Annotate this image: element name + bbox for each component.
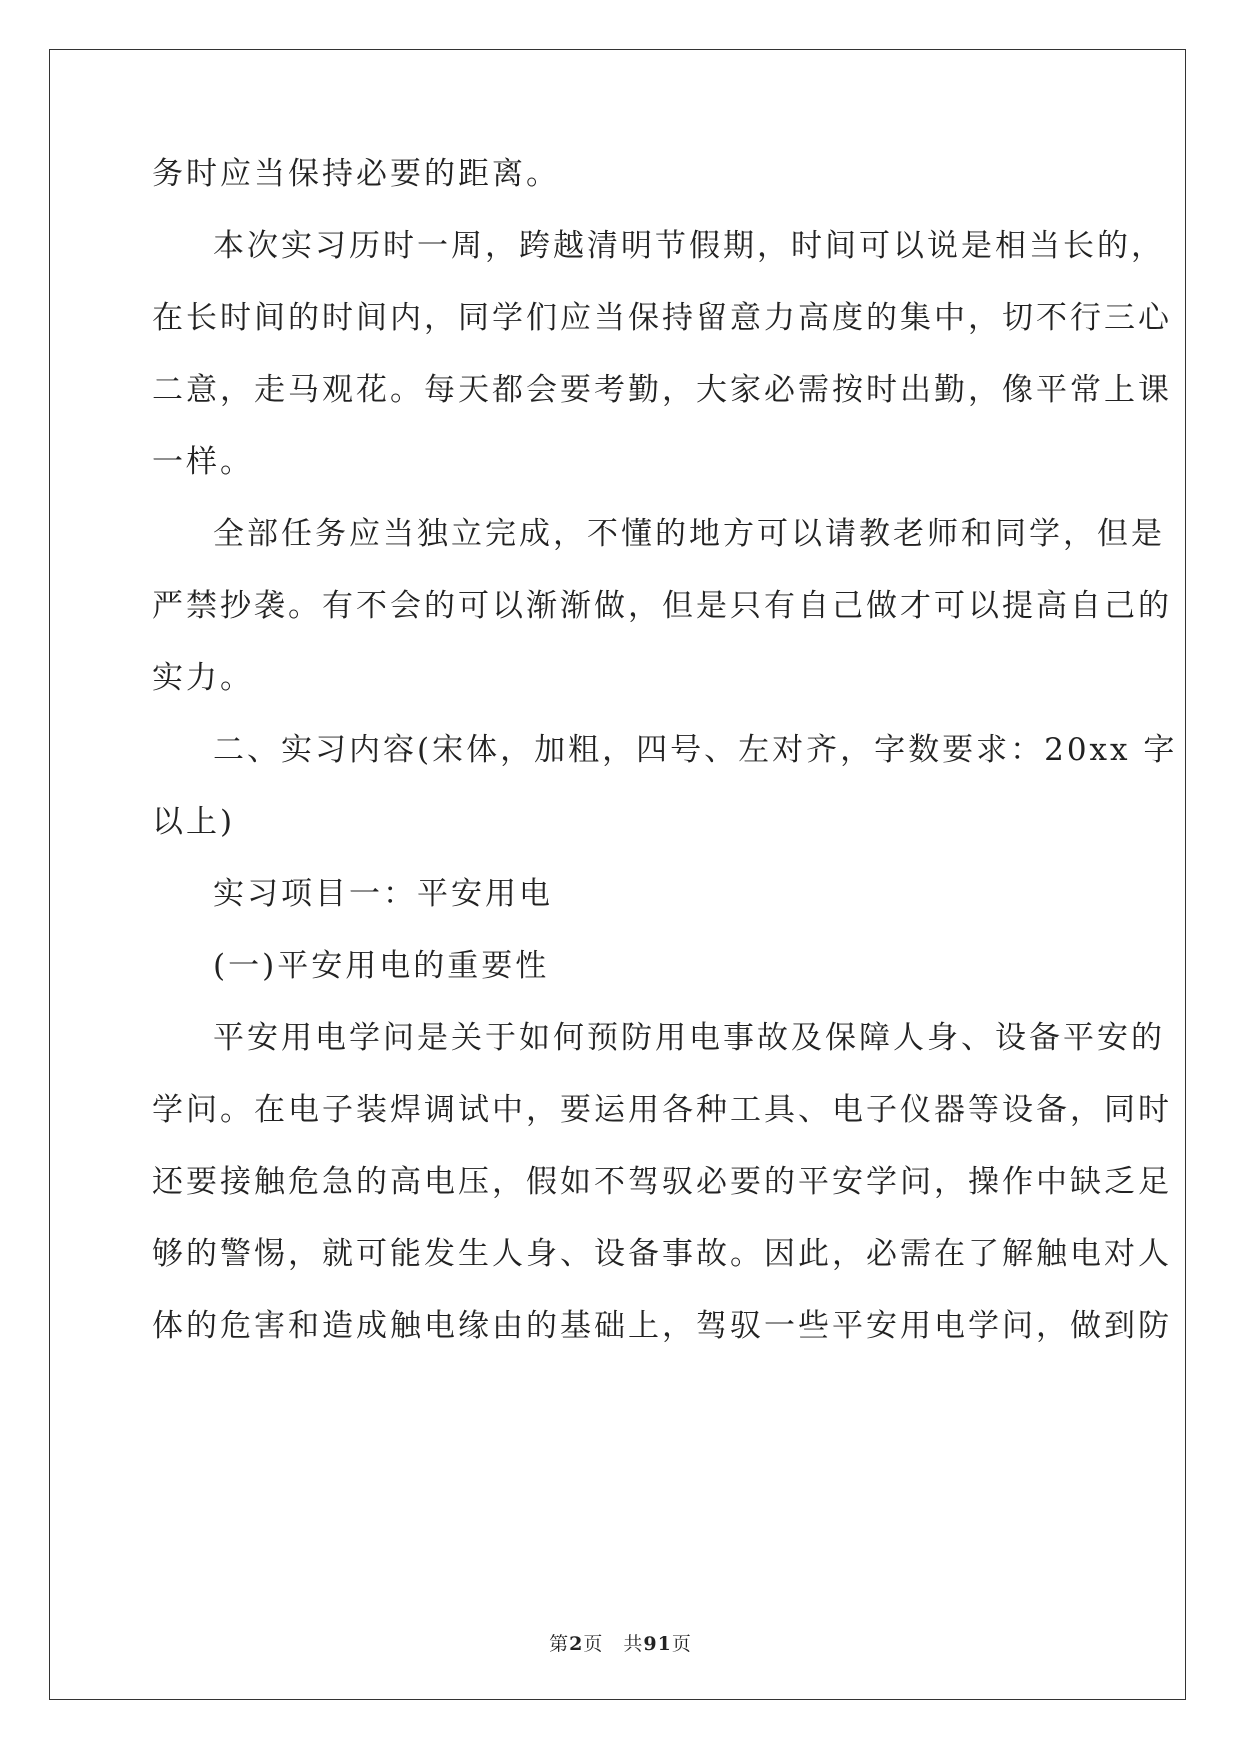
text-line: 全部任务应当独立完成，不懂的地方可以请教老师和同学，但是 [213,516,1165,552]
text-line: 实力。 [152,660,254,696]
text-line: 体的危害和造成触电缘由的基础上，驾驭一些平安用电学问，做到防 [152,1308,1172,1344]
text-line: 务时应当保持必要的距离。 [152,156,560,192]
section-heading-line: 以上) [152,804,236,840]
text-line: 学问。在电子装焊调试中，要运用各种工具、电子仪器等设备，同时 [152,1092,1172,1128]
subsection-heading: 实习项目一：平安用电 [213,876,553,912]
text-line: 还要接触危急的高电压，假如不驾驭必要的平安学问，操作中缺乏足 [152,1164,1172,1200]
total-pages-number: 91 [643,1633,672,1655]
page-footer [0,1632,1241,1656]
current-page-number: 2 [569,1633,584,1655]
text-line: 够的警惕，就可能发生人身、设备事故。因此，必需在了解触电对人 [152,1236,1172,1272]
subsection-heading: (一)平安用电的重要性 [213,948,550,984]
footer-suffix: 页 [671,1633,692,1655]
section-heading-line: 二、实习内容(宋体，加粗，四号、左对齐，字数要求：20xx 字 [213,732,1178,768]
text-line: 在长时间的时间内，同学们应当保持留意力高度的集中，切不行三心 [152,300,1172,336]
footer-prefix: 第 [549,1633,570,1655]
text-line: 一样。 [152,444,254,480]
footer-middle: 页 共 [583,1633,644,1655]
text-line: 严禁抄袭。有不会的可以渐渐做，但是只有自己做才可以提高自己的 [152,588,1172,624]
text-line: 本次实习历时一周，跨越清明节假期，时间可以说是相当长的， [213,228,1165,264]
text-line: 平安用电学问是关于如何预防用电事故及保障人身、设备平安的 [213,1020,1165,1056]
text-line: 二意，走马观花。每天都会要考勤，大家必需按时出勤，像平常上课 [152,372,1172,408]
